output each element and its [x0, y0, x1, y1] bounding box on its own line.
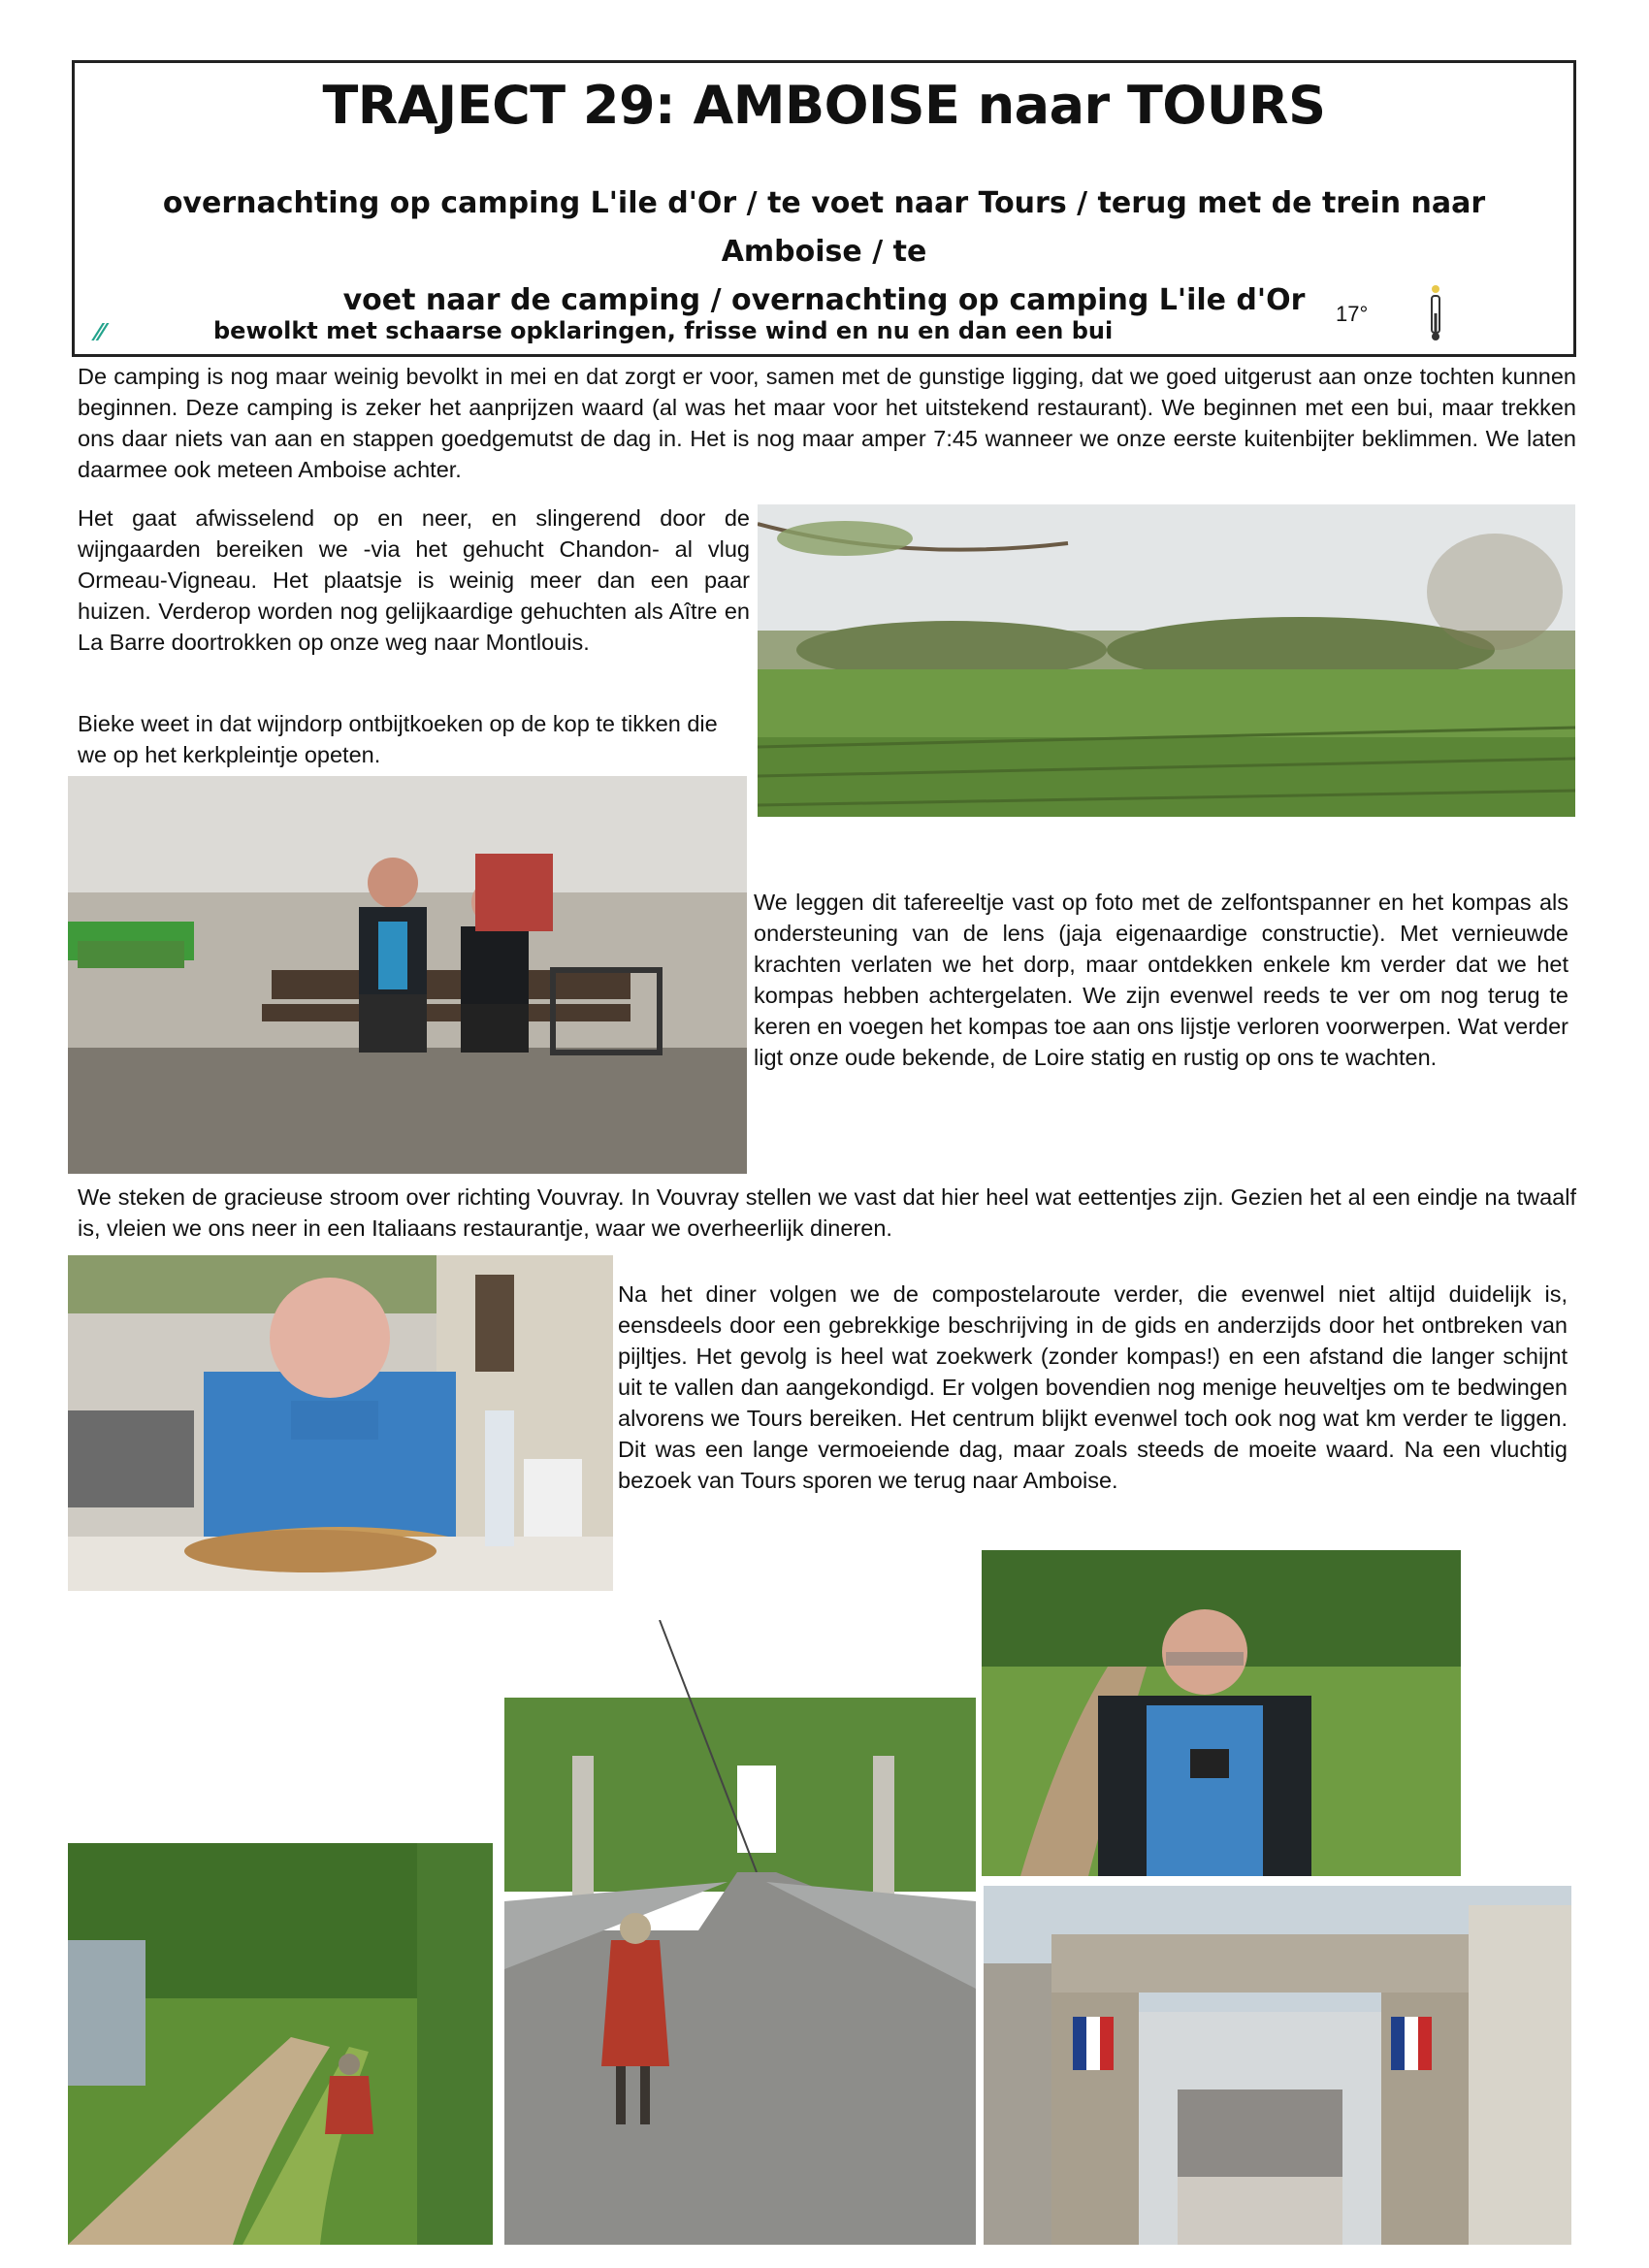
photo-riverside-path: [68, 1843, 493, 2245]
temperature: 17°: [1336, 302, 1369, 326]
paragraph-afternoon: Na het diner volgen we de compostelaroute verder, die evenwel niet altijd duidelijk is, eensdeels door een gebrekkige beschrijving in de gids en anderzijds door het ontbreken van pijltjes. Het gevolg is heel wat zoekwerk (zonder kompas!) en een afstand die langer schijnt uit te vallen dan aangekondigd. Er volgen bovendien nog menige heuveltjes om te bedwingen alvorens we Tours bereiken. Het centrum blijkt evenwel toch ook nog wat km verder te liggen. Dit was een lange vermoeiende dag, maar zoals steeds de moeite waard. Na een vluchtig bezoek van Tours sporen we terug naar Amboise.: [618, 1281, 1568, 1493]
paragraph-photo-compass: We leggen dit tafereeltje vast op foto met de zelfontspanner en het kompas als ondersteuning van de lens (jaja eigenaardige constructie). Met vernieuwde krachten verlaten we het dorp, maar ontdekken enkele km verder dat we het kompas hebben achtergelaten. We zijn evenwel reeds te ver om nog terug te keren en voegen het kompas toe aan ons lijstje verloren voorwerpen. Wat verder ligt onze oude bekende, de Loire statig en rustig op ons te wachten.: [754, 890, 1568, 1070]
page-title: TRAJECT 29: AMBOISE naar TOURS: [322, 75, 1326, 136]
photo-bridge: [504, 1620, 976, 2245]
photo-hiker-camera: [982, 1550, 1461, 1876]
subtitle-line-1: overnachting op camping L'ile d'Or / te voet naar Tours / terug met de trein naar Amboise / te: [162, 186, 1486, 269]
paragraph-vouvray: We steken de gracieuse stroom over richting Vouvray. In Vouvray stellen we vast dat hier heel wat eettentjes zijn. Gezien het al een eindje na twaalf is, vleien we ons neer in een Italiaans restaurantje, waar we overheerlijk dineren.: [78, 1184, 1576, 1241]
photo-vineyard: [758, 504, 1575, 817]
paragraph-intro: De camping is nog maar weinig bevolkt in mei en dat zorgt er voor, samen met de gunstige ligging, dat we goed uitgerust aan onze tochten kunnen beginnen. Deze camping is zeker het aanprijzen waard (al was het maar voor het uitstekend restaurant). We beginnen met een bui, maar trekken ons daar niets van aan en stappen goedgemutst de dag in. Het is nog maar amper 7:45 wanneer we onze eerste kuitenbijter beklimmen. We laten daarmee ook meteen Amboise achter.: [78, 364, 1576, 482]
rain-icon: ⁄⁄: [96, 317, 105, 346]
weather-description: bewolkt met schaarse opklaringen, frisse wind en nu en dan een bui: [213, 317, 1114, 344]
photo-bench: [68, 776, 747, 1174]
subtitle-line-2: voet naar de camping / overnachting op camping L'ile d'Or: [342, 283, 1306, 317]
photo-tours-gate: [984, 1886, 1571, 2245]
thermometer-icon: [1428, 284, 1443, 342]
paragraph-breakfast: Bieke weet in dat wijndorp ontbijtkoeken op de kop te tikken die we op het kerkpleintje opeten.: [78, 711, 718, 767]
page-subtitle: [113, 179, 1535, 325]
paragraph-vineyards: Het gaat afwisselend op en neer, en slingerend door de wijngaarden bereiken we -via het gehucht Chandon- al vlug Ormeau-Vigneau. Het plaatsje is weinig meer dan een paar huizen. Verderop worden nog gelijkaardige gehuchten als Aître en La Barre doortrokken op onze weg naar Montlouis.: [78, 505, 750, 655]
header-box: [72, 60, 1576, 357]
photo-restaurant: [68, 1255, 613, 1591]
